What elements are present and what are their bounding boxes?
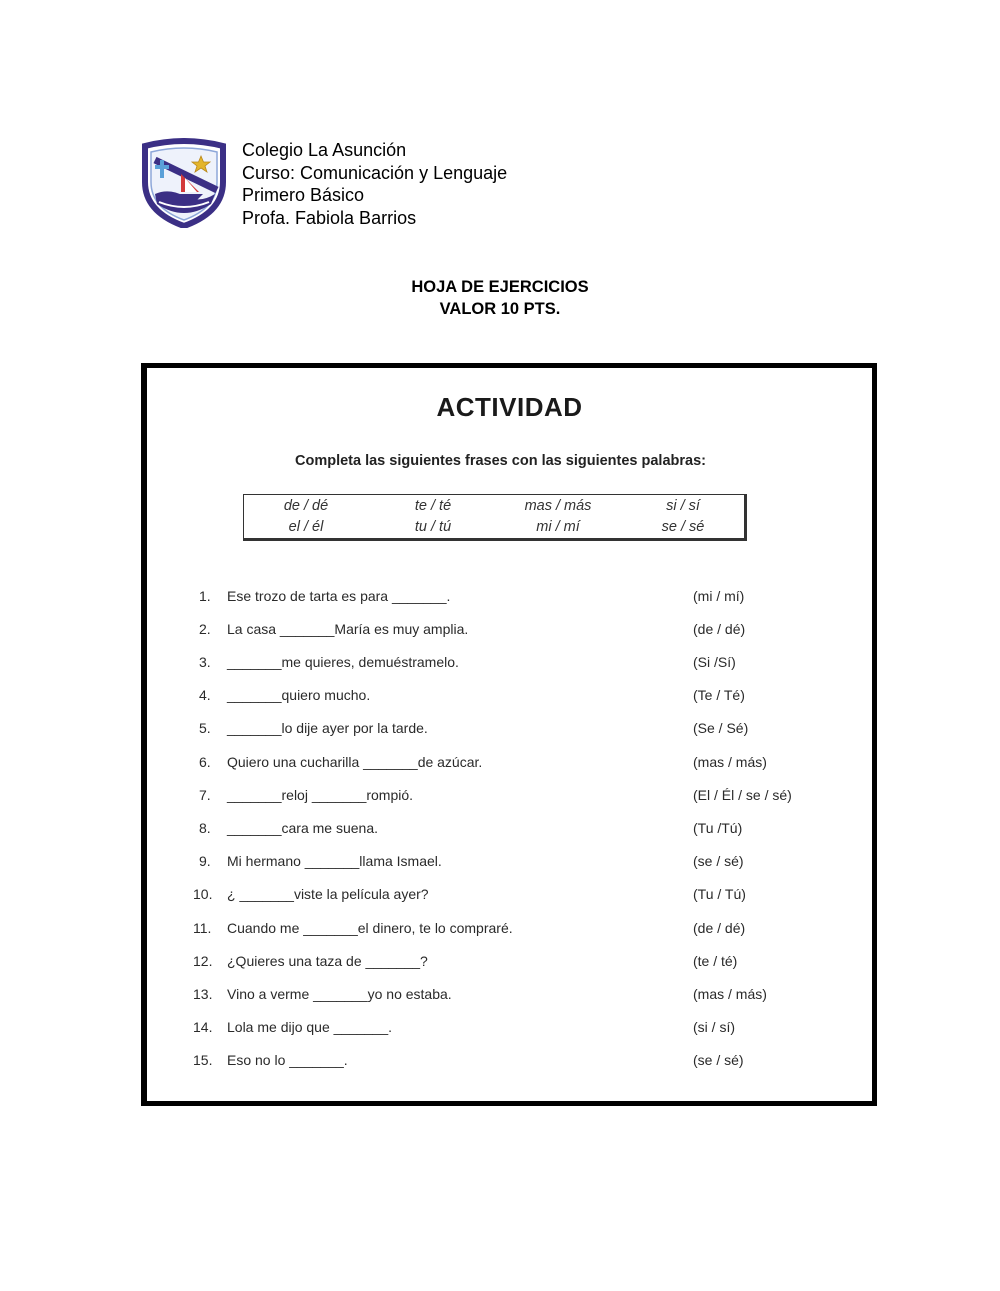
exercise-number: 7. — [199, 787, 211, 803]
exercise-number: 14. — [193, 1019, 213, 1035]
exercise-choice: (mi / mí) — [693, 588, 745, 604]
activity-frame — [141, 363, 877, 1106]
grade-level: Primero Básico — [242, 185, 365, 205]
word-bank-item: de / dé — [283, 498, 329, 514]
exercise-row — [147, 720, 872, 742]
exercise-sentence: _______cara me suena. — [227, 820, 378, 836]
word-bank-item: si / sí — [666, 498, 700, 514]
word-bank-item: mas / más — [524, 498, 592, 514]
exercise-sentence: Mi hermano _______llama Ismael. — [227, 853, 442, 869]
word-bank-item: se / sé — [661, 519, 705, 535]
exercise-choice: (si / sí) — [693, 1019, 735, 1035]
exercise-choice: (Si /Sí) — [693, 654, 736, 670]
exercise-sentence: Quiero una cucharilla _______de azúcar. — [227, 754, 483, 770]
exercise-choice: (mas / más) — [693, 754, 767, 770]
exercise-sentence: Cuando me _______el dinero, te lo compraré. — [227, 920, 513, 936]
exercise-row — [147, 920, 872, 942]
exercise-sentence: _______reloj _______rompió. — [227, 787, 414, 803]
exercise-row — [147, 953, 872, 975]
word-bank — [243, 494, 747, 541]
exercise-sentence: _______me quieres, demuéstramelo. — [227, 654, 459, 670]
exercise-number: 8. — [199, 820, 211, 836]
teacher-name: Profa. Fabiola Barrios — [242, 207, 417, 228]
word-bank-item: te / té — [414, 498, 452, 514]
exercise-row — [147, 820, 872, 842]
exercise-number: 11. — [193, 920, 212, 936]
activity-instruction: Completa las siguientes frases con las siguientes palabras: — [295, 453, 706, 469]
exercise-choice: (te / té) — [693, 953, 738, 969]
word-bank-item: mi / mí — [536, 519, 580, 535]
exercise-row — [147, 1019, 872, 1041]
exercise-choice: (mas / más) — [693, 986, 767, 1002]
exercise-sentence: La casa _______María es muy amplia. — [227, 621, 469, 637]
exercise-choice: (El / Él / se / sé) — [693, 787, 792, 803]
exercise-row — [147, 654, 872, 676]
exercise-number: 15. — [193, 1052, 213, 1068]
exercise-number: 6. — [199, 754, 211, 770]
exercise-row — [147, 853, 872, 875]
exercise-choice: (Tu /Tú) — [693, 820, 743, 836]
exercise-number: 13. — [193, 986, 213, 1002]
exercise-number: 5. — [199, 720, 211, 736]
exercise-choice: (Te / Té) — [693, 687, 745, 703]
exercise-sentence: ¿Quieres una taza de _______? — [227, 953, 428, 969]
exercise-sentence: Lola me dijo que _______. — [227, 1019, 393, 1035]
exercise-number: 10. — [193, 886, 213, 902]
exercise-choice: (Se / Sé) — [693, 720, 749, 736]
exercise-sentence: Vino a verme _______yo no estaba. — [227, 986, 452, 1002]
exercise-number: 12. — [193, 953, 213, 969]
exercise-sentence: _______quiero mucho. — [227, 687, 371, 703]
word-bank-item: tu / tú — [414, 519, 452, 535]
exercise-choice: (Tu / Tú) — [693, 886, 746, 902]
exercise-sentence: ¿ _______viste la película ayer? — [227, 886, 429, 902]
school-crest-logo — [141, 138, 227, 228]
exercise-number: 1. — [199, 588, 211, 604]
exercise-row — [147, 754, 872, 776]
exercise-choice: (se / sé) — [693, 1052, 744, 1068]
exercise-sentence: Ese trozo de tarta es para _______. — [227, 588, 451, 604]
course-name: Curso: Comunicación y Lenguaje — [242, 162, 508, 183]
exercise-sentence: Eso no lo _______. — [227, 1052, 348, 1068]
exercise-choice: (se / sé) — [693, 853, 744, 869]
exercise-row — [147, 621, 872, 643]
exercise-number: 4. — [199, 687, 211, 703]
activity-title: ACTIVIDAD — [436, 392, 583, 422]
exercise-choice: (de / dé) — [693, 621, 746, 637]
school-name: Colegio La Asunción — [242, 140, 407, 160]
exercise-row — [147, 687, 872, 709]
school-header — [242, 139, 507, 229]
worksheet-value: VALOR 10 PTS. — [439, 300, 561, 318]
exercise-number: 2. — [199, 621, 211, 637]
exercise-row — [147, 986, 872, 1008]
exercise-row — [147, 1052, 872, 1074]
worksheet-title: HOJA DE EJERCICIOS — [411, 278, 589, 296]
exercise-sentence: _______lo dije ayer por la tarde. — [227, 720, 428, 736]
exercise-row — [147, 588, 872, 610]
worksheet-titles — [0, 276, 1000, 320]
exercise-row — [147, 886, 872, 908]
exercise-number: 3. — [199, 654, 211, 670]
exercise-row — [147, 787, 872, 809]
exercise-choice: (de / dé) — [693, 920, 746, 936]
word-bank-item: el / él — [288, 519, 324, 535]
exercise-number: 9. — [199, 853, 211, 869]
